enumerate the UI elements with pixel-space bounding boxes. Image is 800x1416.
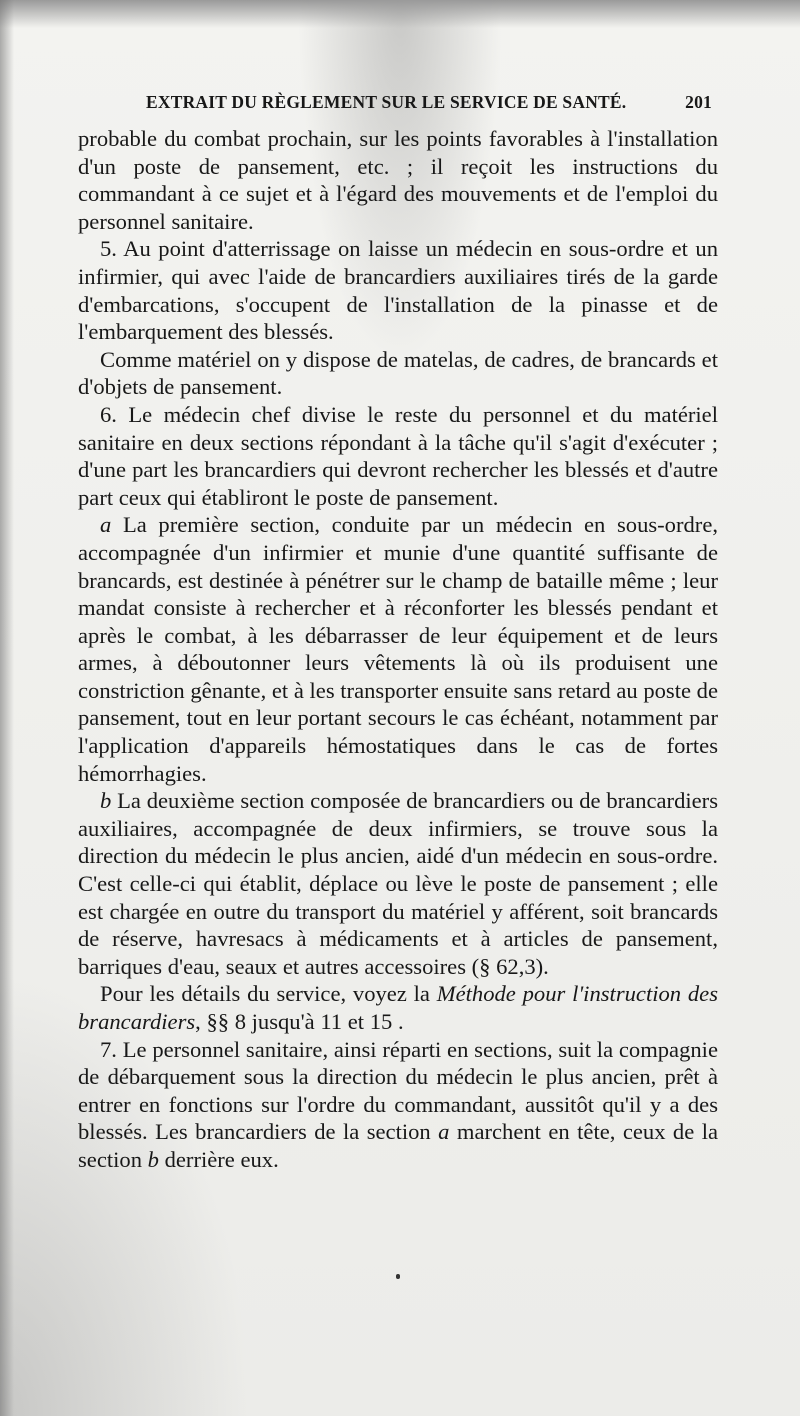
- section-letter: a: [100, 512, 112, 538]
- paragraph-continuation: [78, 125, 718, 235]
- paragraph-text: 5. Au point d'atterrissage on laisse un médecin en sous-ordre et un infirmier, qui avec l'aide de brancardiers auxiliaires tirés de la garde d'embarcations, s'occupent de l'installation de la pinasse et de l'embarquement des blessés.: [78, 236, 718, 345]
- section-letter: b: [147, 1146, 159, 1172]
- paragraph-text: La deuxième section composée de brancardiers ou de brancardiers auxiliaires, accompagnée de deux infirmiers, se trouve sous la direction du médecin le plus ancien, aidé d'un médecin en sous-ordre. C'est celle-ci qui établit, déplace ou lève le poste de pansement ; elle est chargée en outre du transport du matériel y afférent, soit brancards de réserve, havresacs à médicaments et à articles de pansement, barriques d'eau, seaux et autres accessoires (§ 62,3).: [78, 788, 718, 979]
- reference-text-after: , §§ 8 jusqu'à 11 et 15 .: [195, 1009, 404, 1034]
- body-text: [78, 125, 718, 1174]
- paragraph-materiel: [78, 346, 718, 401]
- page-number: 201: [685, 92, 712, 112]
- paragraph-reference: [78, 980, 718, 1035]
- paragraph-text: 6. Le médecin chef divise le reste du personnel et du matériel sanitaire en deux sections répondant à la tâche qu'il s'agit d'exécuter ; d'une part les brancardiers qui devront rechercher les blessés et d'autre part ceux qui établiront le poste de pansement.: [78, 401, 718, 510]
- paragraph-section-b: [78, 787, 718, 980]
- running-title: EXTRAIT DU RÈGLEMENT SUR LE SERVICE DE SANTÉ.: [146, 92, 627, 112]
- reference-title: Méthode pour l'instruction des brancardiers: [78, 981, 718, 1034]
- paragraph-text: marchent en tête, ceux de la section: [78, 1119, 718, 1172]
- reference-text-before: Pour les détails du service, voyez la: [100, 981, 437, 1007]
- page-header: [80, 92, 712, 118]
- paragraph-section-a: [78, 511, 718, 787]
- paragraph-text: La première section, conduite par un médecin en sous-ordre, accompagnée d'un infirmier et munie d'une quantité suffisante de brancards, est destinée à pénétrer sur le champ de bataille même ; leur mandat consiste à rechercher et à réconforter les blessés pendant et après le combat, à les débarrasser de leur équipement et de leurs armes, à déboutonner leurs vêtements là où ils produisent une constriction gênante, et à les transporter ensuite sans retard au poste de pansement, tout en leur portant secours le cas échéant, notamment par l'application d'appareils hémostatiques dans le cas de fortes hémorrhagies.: [78, 512, 718, 786]
- paragraph-text: probable du combat prochain, sur les points favorables à l'installation d'un poste de pansement, etc. ; il reçoit les instructions du commandant à ce sujet et à l'égard des mouvements et de l'emploi du personnel sanitaire.: [78, 126, 718, 234]
- paragraph-text: 7. Le personnel sanitaire, ainsi réparti en sections, suit la compagnie de débarquement sous la direction du médecin le plus ancien, prêt à entrer en fonctions sur l'ordre du commandant, aussitôt qu'il y a des blessés. Les brancardiers de la section: [78, 1036, 718, 1145]
- ink-speck: [396, 1274, 400, 1279]
- scan-shadow-top: [0, 0, 800, 28]
- section-letter: a: [438, 1119, 450, 1145]
- paragraph-5: [78, 235, 718, 345]
- section-letter: b: [100, 788, 112, 814]
- paragraph-6: [78, 401, 718, 511]
- paragraph-text: Comme matériel on y dispose de matelas, de cadres, de brancards et d'objets de pansement.: [78, 346, 718, 400]
- scan-shadow-left: [0, 0, 14, 1416]
- paragraph-text: derrière eux.: [158, 1146, 279, 1172]
- paragraph-7: [78, 1036, 718, 1174]
